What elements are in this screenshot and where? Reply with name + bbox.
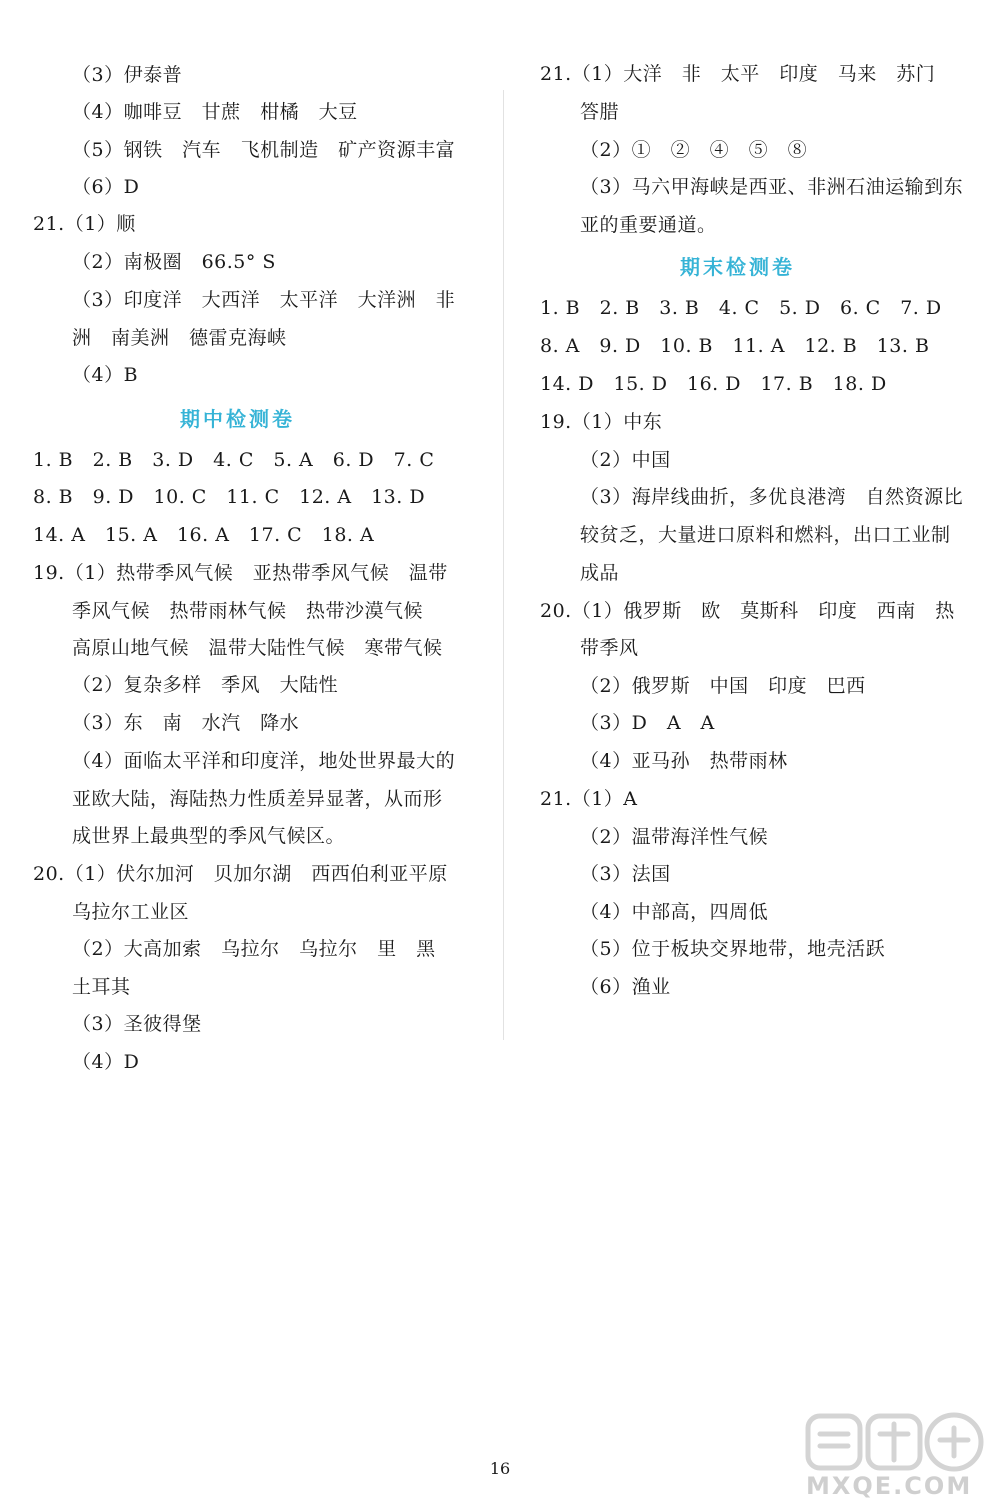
watermark-logo (800, 1410, 990, 1505)
answer-line: （5）位于板块交界地带，地壳活跃 (580, 938, 886, 960)
choice-answers-row: 1. B 2. B 3. B 4. C 5. D 6. C 7. D (540, 297, 942, 319)
answer-line: （3）伊泰普 (72, 64, 183, 86)
answer-line: 成品 (580, 562, 620, 584)
answer-line: （2）大高加索 乌拉尔 乌拉尔 里 黑 (72, 938, 436, 960)
answer-line: （3）D A A (580, 712, 715, 734)
question-line: 21.（1）大洋 非 太平 印度 马来 苏门 (540, 63, 936, 85)
answer-line: （3）东 南 水汽 降水 (72, 712, 300, 734)
answer-line: （3）海岸线曲折，多优良港湾 自然资源比 (580, 486, 964, 508)
question-line: 20.（1）伏尔加河 贝加尔湖 西西伯利亚平原 (33, 863, 448, 885)
answer-line: （2）俄罗斯 中国 印度 巴西 (580, 675, 866, 697)
choice-answers-row: 14. D 15. D 16. D 17. B 18. D (540, 373, 887, 395)
answer-line: 亚的重要通道。 (580, 214, 717, 236)
answer-line: （4）面临太平洋和印度洋，地处世界最大的 (72, 750, 456, 772)
answer-line: （2）中国 (580, 449, 671, 471)
question-line: 20.（1）俄罗斯 欧 莫斯科 印度 西南 热 (540, 600, 955, 622)
answer-line: 答腊 (580, 101, 620, 123)
answer-line: 乌拉尔工业区 (72, 901, 190, 923)
answer-line: （3）马六甲海峡是西亚、非洲石油运输到东 (580, 176, 964, 198)
answer-line: 洲 南美洲 德雷克海峡 (72, 327, 287, 349)
question-line: 19.（1）热带季风气候 亚热带季风气候 温带 (33, 562, 448, 584)
page-number: 16 (489, 1459, 511, 1478)
column-divider (503, 90, 504, 1040)
answer-line: （2）① ② ④ ⑤ ⑧ (580, 139, 808, 161)
answer-line: （3）圣彼得堡 (72, 1013, 202, 1035)
section-heading-final: 期末检测卷 (680, 255, 795, 279)
answer-line: （4）咖啡豆 甘蔗 柑橘 大豆 (72, 101, 358, 123)
answer-line: 成世界上最典型的季风气候区。 (72, 825, 346, 847)
answer-line: （4）中部高，四周低 (580, 901, 769, 923)
answer-line: 带季风 (580, 637, 639, 659)
answer-line: （4）亚马孙 热带雨林 (580, 750, 788, 772)
section-heading-midterm: 期中检测卷 (180, 407, 295, 431)
answer-line: （2）南极圈 66.5° S (72, 251, 276, 273)
answer-line: （2）温带海洋性气候 (580, 826, 769, 848)
answer-line: （4）B (72, 364, 139, 386)
answer-line: 季风气候 热带雨林气候 热带沙漠气候 (72, 600, 424, 622)
answer-line: （6）D (72, 176, 140, 198)
answer-line: （6）渔业 (580, 976, 671, 998)
answer-line: （5）钢铁 汽车 飞机制造 矿产资源丰富 (72, 139, 456, 161)
choice-answers-row: 14. A 15. A 16. A 17. C 18. A (33, 524, 375, 546)
question-line: 21.（1）A (540, 788, 638, 810)
answer-line: 亚欧大陆，海陆热力性质差异显著，从而形 (72, 788, 443, 810)
choice-answers-row: 1. B 2. B 3. D 4. C 5. A 6. D 7. C (33, 449, 435, 471)
question-line: 21.（1）顺 (33, 213, 136, 235)
watermark-badge-icon (800, 1410, 990, 1474)
answer-line: 高原山地气候 温带大陆性气候 寒带气候 (72, 637, 443, 659)
answer-line: （3）印度洋 大西洋 太平洋 大洋洲 非 (72, 289, 456, 311)
question-line: 19.（1）中东 (540, 411, 663, 433)
choice-answers-row: 8. B 9. D 10. C 11. C 12. A 13. D (33, 486, 426, 508)
choice-answers-row: 8. A 9. D 10. B 11. A 12. B 13. B (540, 335, 930, 357)
answer-line: （4）D (72, 1051, 140, 1073)
answer-line: 较贫乏，大量进口原料和燃料，出口工业制 (580, 524, 951, 546)
answer-line: （3）法国 (580, 863, 671, 885)
answer-line: （2）复杂多样 季风 大陆性 (72, 674, 339, 696)
answer-line: 土耳其 (72, 976, 131, 998)
watermark-site-text: MXQE.COM (806, 1472, 973, 1500)
